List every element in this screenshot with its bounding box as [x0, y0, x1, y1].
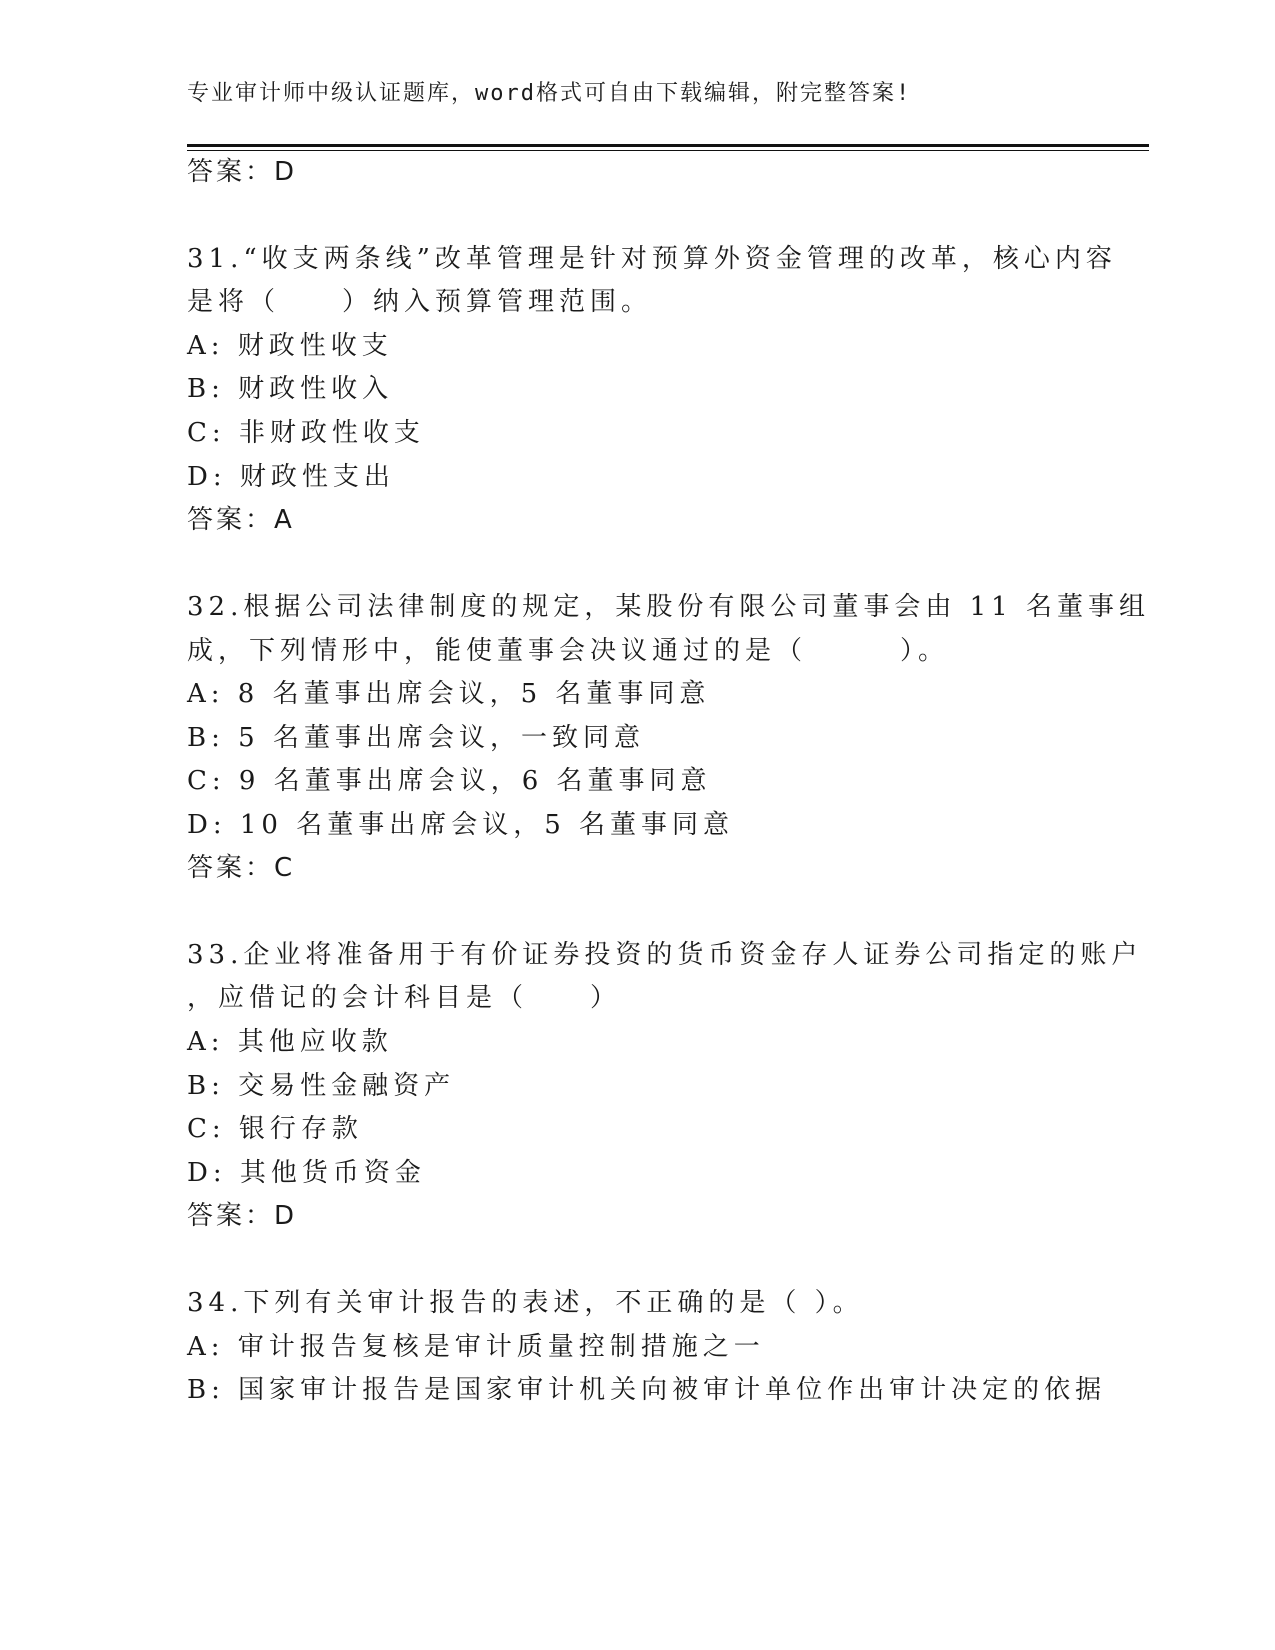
question-31-option-c: C: 非财政性收支 — [187, 418, 425, 448]
question-32-option-a: A: 8 名董事出席会议，5 名董事同意 — [187, 679, 711, 709]
question-32-option-c: C: 9 名董事出席会议，6 名董事同意 — [187, 766, 712, 796]
question-33-stem-line-2: ，应借记的会计科目是（ ） — [187, 983, 622, 1013]
question-31-stem-line-1: 31.“收支两条线”改革管理是针对预算外资金管理的改革，核心内容 — [187, 244, 1117, 274]
document-page — [187, 0, 1150, 1650]
answer-31: 答案：A — [187, 505, 295, 535]
header-rule-thick — [187, 144, 1149, 147]
question-31-stem-line-2: 是将（ ）纳入预算管理范围。 — [187, 287, 653, 317]
question-34-option-a: A: 审计报告复核是审计质量控制措施之一 — [187, 1332, 765, 1362]
answer-33: 答案：D — [187, 1201, 298, 1231]
answer-30: 答案：D — [187, 157, 298, 187]
question-33-option-a: A: 其他应收款 — [187, 1027, 393, 1057]
question-31-option-d: D: 财政性支出 — [187, 462, 395, 492]
question-32-stem-line-2: 成，下列情形中，能使董事会决议通过的是（ ）。 — [187, 636, 950, 666]
page-header: 专业审计师中级认证题库，word格式可自由下载编辑，附完整答案! — [187, 81, 912, 106]
answer-32: 答案：C — [187, 853, 296, 883]
question-33-option-c: C: 银行存款 — [187, 1114, 363, 1144]
question-31-option-a: A: 财政性收支 — [187, 331, 393, 361]
question-34-stem-line-1: 34.下列有关审计报告的表述，不正确的是（ ）。 — [187, 1288, 864, 1318]
question-33-option-d: D: 其他货币资金 — [187, 1158, 426, 1188]
question-34-option-b: B: 国家审计报告是国家审计机关向被审计单位作出审计决定的依据 — [187, 1375, 1107, 1405]
question-32-option-d: D: 10 名董事出席会议，5 名董事同意 — [187, 810, 735, 840]
question-32-stem-line-1: 32.根据公司法律制度的规定，某股份有限公司董事会由 11 名董事组 — [187, 592, 1150, 622]
question-32-option-b: B: 5 名董事出席会议，一致同意 — [187, 723, 645, 753]
header-rule-thin — [187, 150, 1149, 151]
question-33-option-b: B: 交易性金融资产 — [187, 1071, 456, 1101]
question-33-stem-line-1: 33.企业将准备用于有价证券投资的货币资金存人证券公司指定的账户 — [187, 940, 1143, 970]
question-31-option-b: B: 财政性收入 — [187, 374, 394, 404]
